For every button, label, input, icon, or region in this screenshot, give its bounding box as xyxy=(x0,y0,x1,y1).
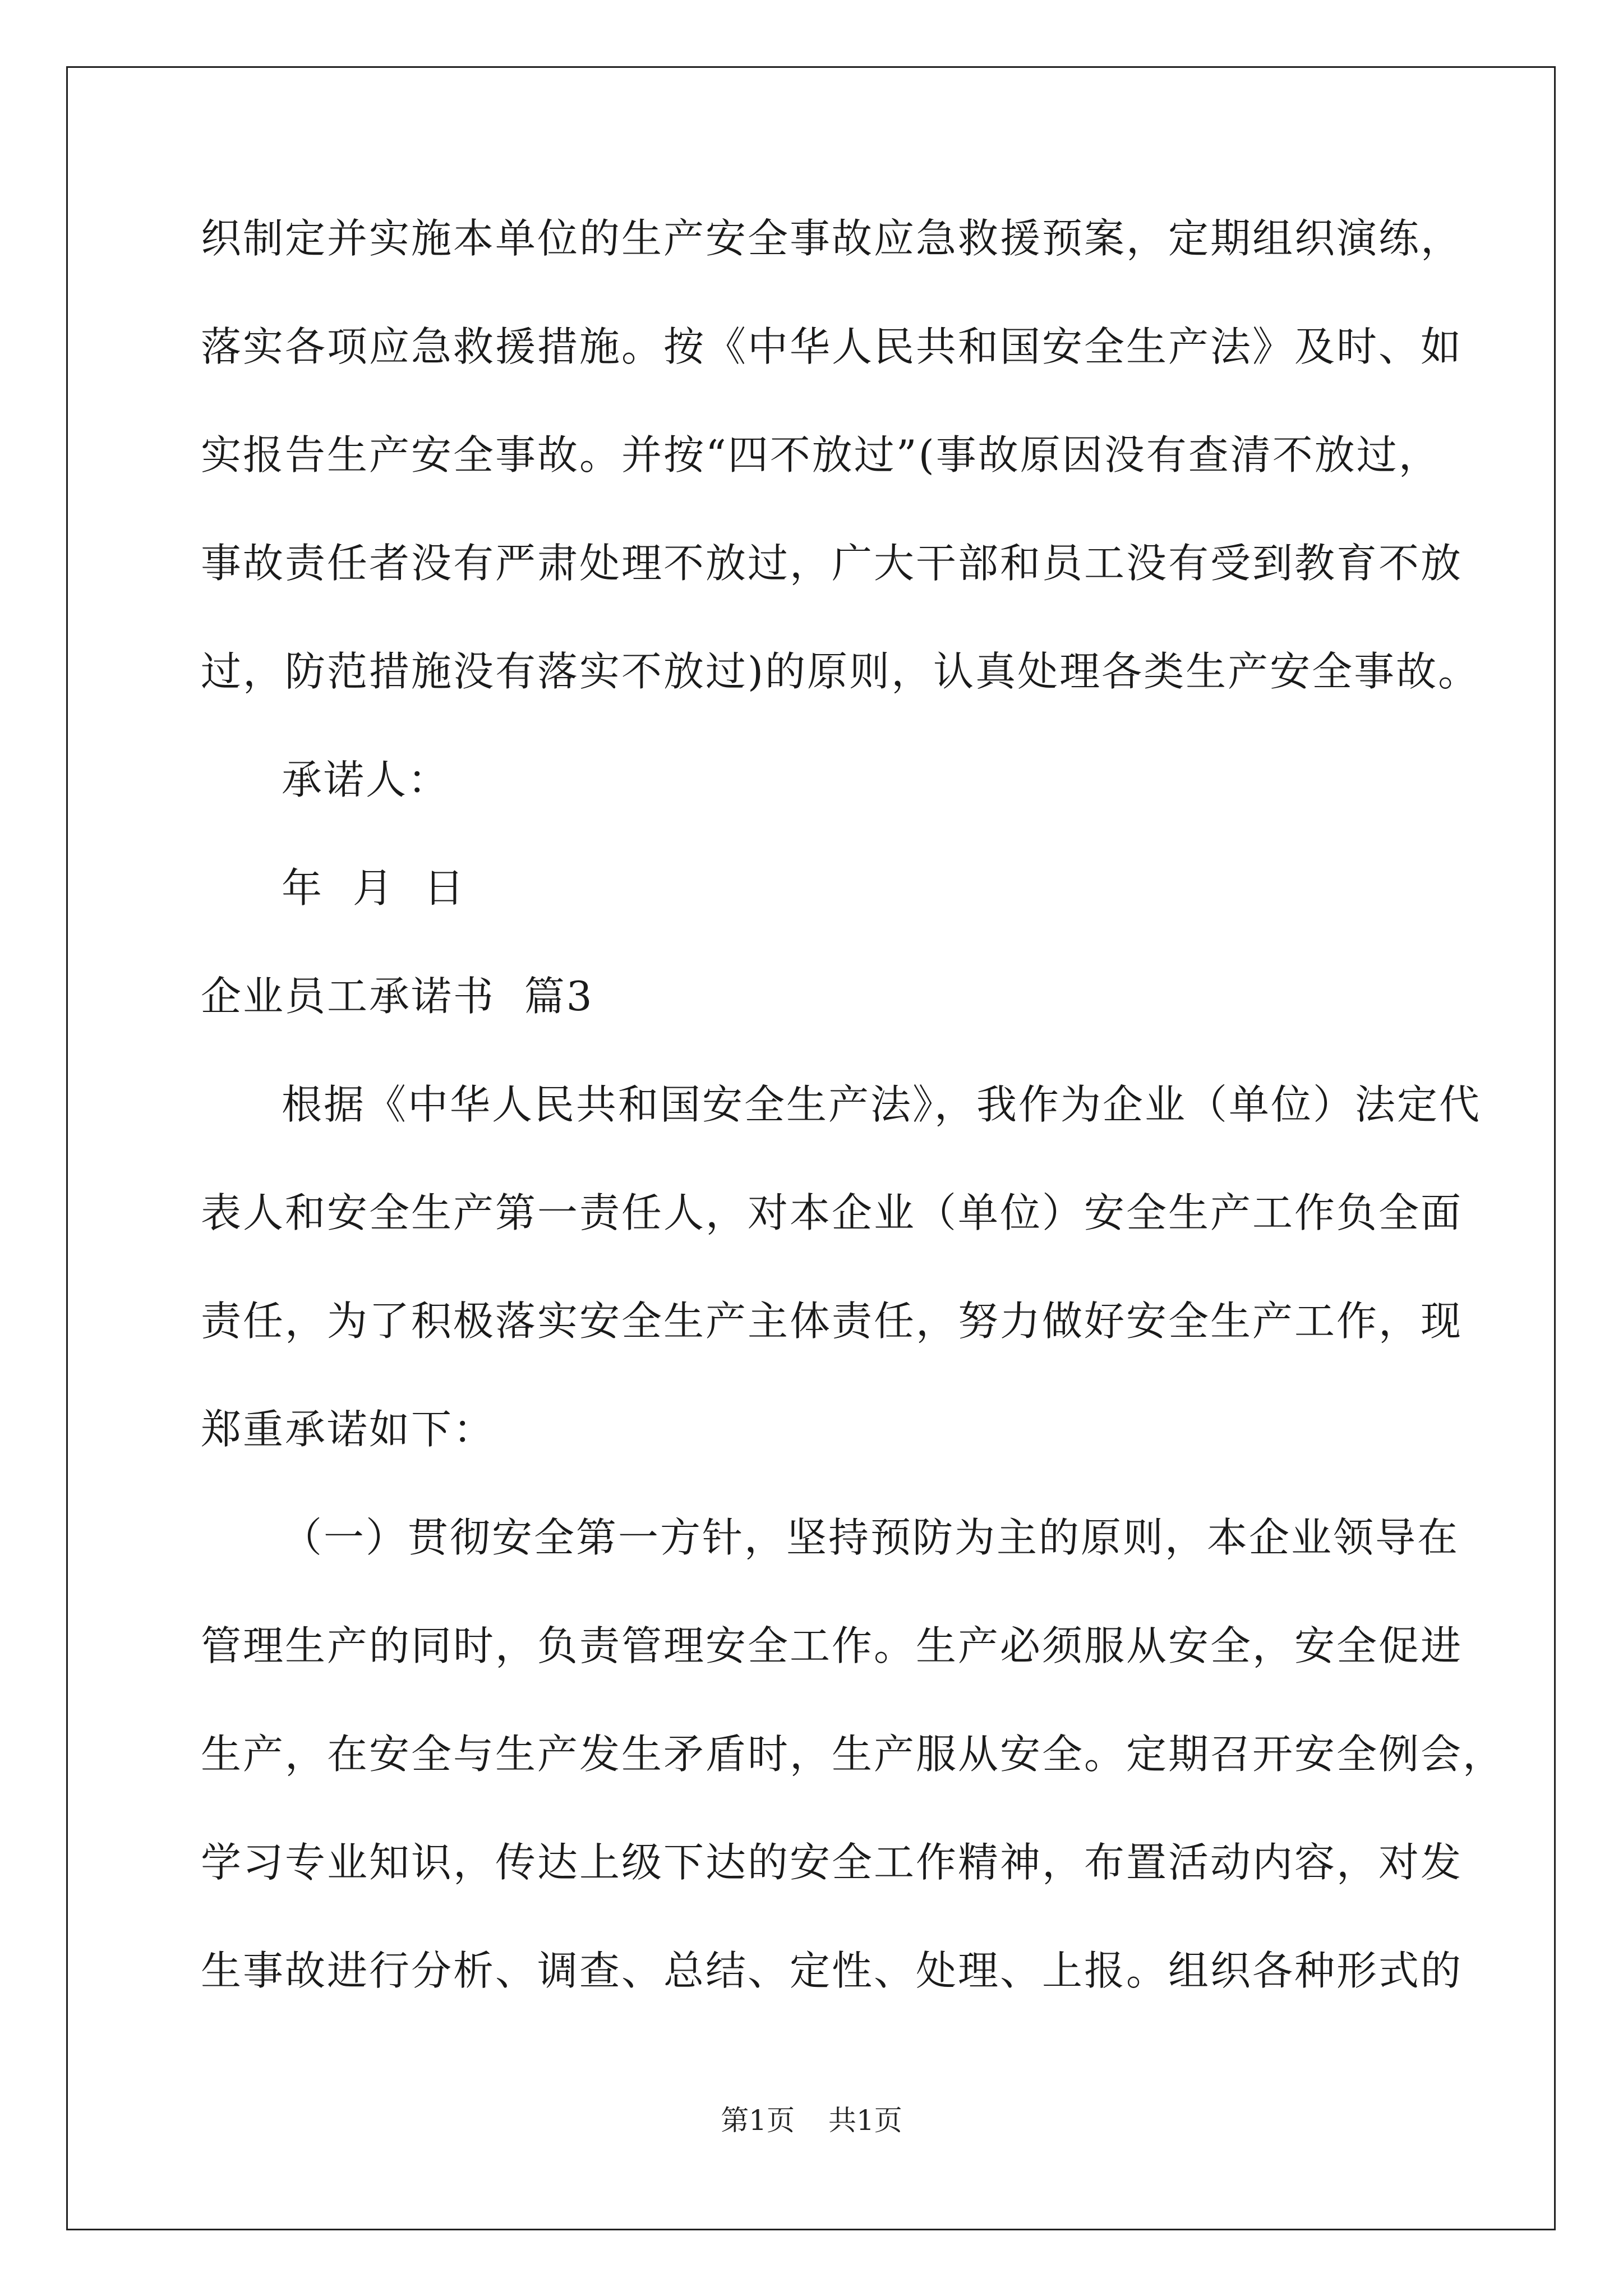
document-body xyxy=(201,211,1505,2052)
text-line: 事故责任者没有严肃处理不放过，广大干部和员工没有受到教育不放 xyxy=(201,540,1463,587)
text-line: 织制定并实施本单位的生产安全事故应急救援预案，定期组织演练， xyxy=(201,215,1463,262)
text-line: 生产，在安全与生产发生矛盾时，生产服从安全。定期召开安全例会， xyxy=(201,1731,1505,1778)
date-line: 年 月 日 xyxy=(282,864,466,912)
page-total: 共1页 xyxy=(828,2104,902,2137)
text-line: 过，防范措施没有落实不放过)的原则，认真处理各类生产安全事故。 xyxy=(201,648,1481,695)
text-line: 郑重承诺如下： xyxy=(201,1406,496,1453)
text-line: 表人和安全生产第一责任人，对本企业（单位）安全生产工作负全面 xyxy=(201,1189,1463,1236)
text-line: 学习专业知识，传达上级下达的安全工作精神，布置活动内容，对发 xyxy=(201,1839,1463,1886)
section-heading: 企业员工承诺书 篇3 xyxy=(201,973,594,1020)
page-footer xyxy=(0,2104,1623,2137)
text-line: （一）贯彻安全第一方针，坚持预防为主的原则，本企业领导在 xyxy=(282,1514,1460,1561)
text-line: 生事故进行分析、调查、总结、定性、处理、上报。组织各种形式的 xyxy=(201,1947,1463,1994)
text-line: 管理生产的同时，负责管理安全工作。生产必须服从安全，安全促进 xyxy=(201,1622,1463,1669)
page-number: 第1页 xyxy=(721,2104,795,2137)
text-line: 责任，为了积极落实安全生产主体责任，努力做好安全生产工作，现 xyxy=(201,1297,1463,1345)
text-line: 实报告生产安全事故。并按“四不放过”(事故原因没有查清不放过， xyxy=(201,431,1441,478)
signer-label: 承诺人： xyxy=(282,756,450,803)
text-line: 落实各项应急救援措施。按《中华人民共和国安全生产法》及时、如 xyxy=(201,323,1463,370)
text-line: 根据《中华人民共和国安全生产法》，我作为企业（单位）法定代 xyxy=(282,1081,1482,1128)
